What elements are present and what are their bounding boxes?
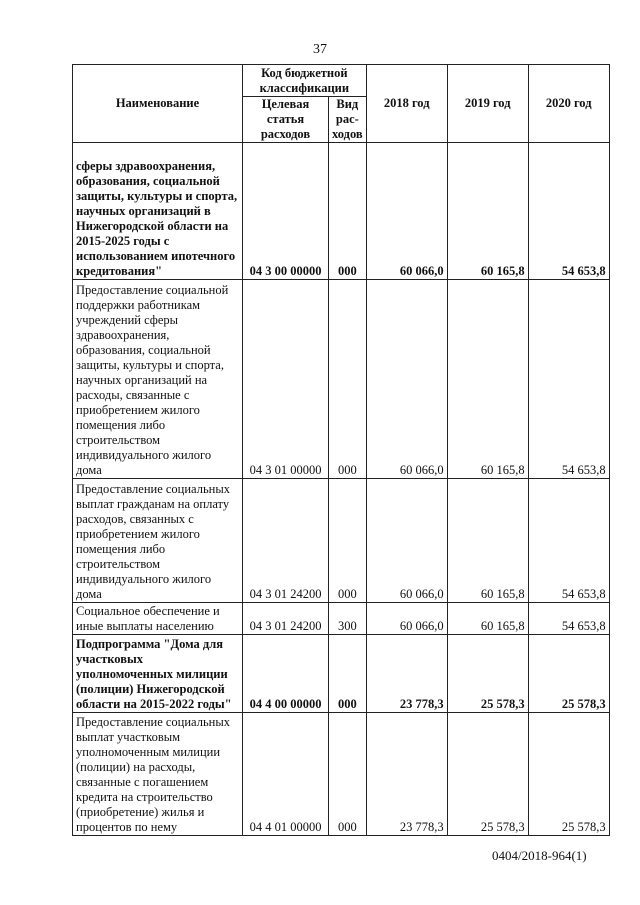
row-code: 04 3 01 00000 [243, 280, 329, 479]
row-type: 000 [329, 635, 367, 713]
table-row [73, 280, 610, 479]
row-type: 000 [329, 280, 367, 479]
row-2020: 25 578,3 [528, 713, 609, 836]
header-code-group: Код бюджетной классификации [243, 65, 367, 97]
row-name: Предоставление социальной поддержки работникам учреждений сферы здравоохранения, образования, социальной защиты, культуры и спорта, научных организаций на расходы, связанные с приобретением жилого помещения либо строительством индивидуального жилого дома [73, 280, 243, 479]
row-type: 000 [329, 713, 367, 836]
header-2018: 2018 год [366, 65, 447, 143]
row-2018: 60 066,0 [366, 603, 447, 635]
row-type: 000 [329, 143, 367, 280]
table-row [73, 143, 610, 280]
row-name: Социальное обеспечение и иные выплаты населению [73, 603, 243, 635]
header-target-item: Целевая статья расходов [243, 97, 329, 143]
row-2018: 23 778,3 [366, 713, 447, 836]
header-expense-type: Вид рас-ходов [329, 97, 367, 143]
page-number: 37 [313, 42, 327, 57]
header-2020: 2020 год [528, 65, 609, 143]
row-code: 04 4 01 00000 [243, 713, 329, 836]
row-code: 04 3 01 24200 [243, 479, 329, 603]
row-name: Подпрограмма "Дома для участковых уполномоченных милиции (полиции) Нижегородской области на 2015-2022 годы" [73, 635, 243, 713]
table-row [73, 603, 610, 635]
row-2018: 60 066,0 [366, 143, 447, 280]
header-name: Наименование [73, 65, 243, 143]
row-2019: 60 165,8 [447, 479, 528, 603]
row-2019: 60 165,8 [447, 603, 528, 635]
table-row [73, 479, 610, 603]
row-2019: 25 578,3 [447, 635, 528, 713]
row-code: 04 3 01 24200 [243, 603, 329, 635]
row-code: 04 4 00 00000 [243, 635, 329, 713]
row-2020: 54 653,8 [528, 143, 609, 280]
row-type: 000 [329, 479, 367, 603]
row-2018: 60 066,0 [366, 280, 447, 479]
row-2019: 60 165,8 [447, 143, 528, 280]
budget-table [72, 64, 610, 836]
row-2018: 60 066,0 [366, 479, 447, 603]
row-code: 04 3 00 00000 [243, 143, 329, 280]
row-name: Предоставление социальных выплат гражданам на оплату расходов, связанных с приобретением жилого помещения либо строительством индивидуального жилого дома [73, 479, 243, 603]
row-type: 300 [329, 603, 367, 635]
header-2019: 2019 год [447, 65, 528, 143]
row-2018: 23 778,3 [366, 635, 447, 713]
row-name: Предоставление социальных выплат участковым уполномоченным милиции (полиции) на расходы, связанные с погашением кредита на строительство (приобретение) жилья и процентов по нему [73, 713, 243, 836]
row-2020: 54 653,8 [528, 479, 609, 603]
row-name: сферы здравоохранения, образования, социальной защиты, культуры и спорта, научных организаций в Нижегородской области на 2015-2025 годы с использованием ипотечного кредитования" [73, 143, 243, 280]
row-2019: 25 578,3 [447, 713, 528, 836]
table-row [73, 635, 610, 713]
row-2020: 25 578,3 [528, 635, 609, 713]
table-row [73, 713, 610, 836]
row-2020: 54 653,8 [528, 603, 609, 635]
document-code: 0404/2018-964(1) [492, 848, 587, 863]
row-2020: 54 653,8 [528, 280, 609, 479]
row-2019: 60 165,8 [447, 280, 528, 479]
